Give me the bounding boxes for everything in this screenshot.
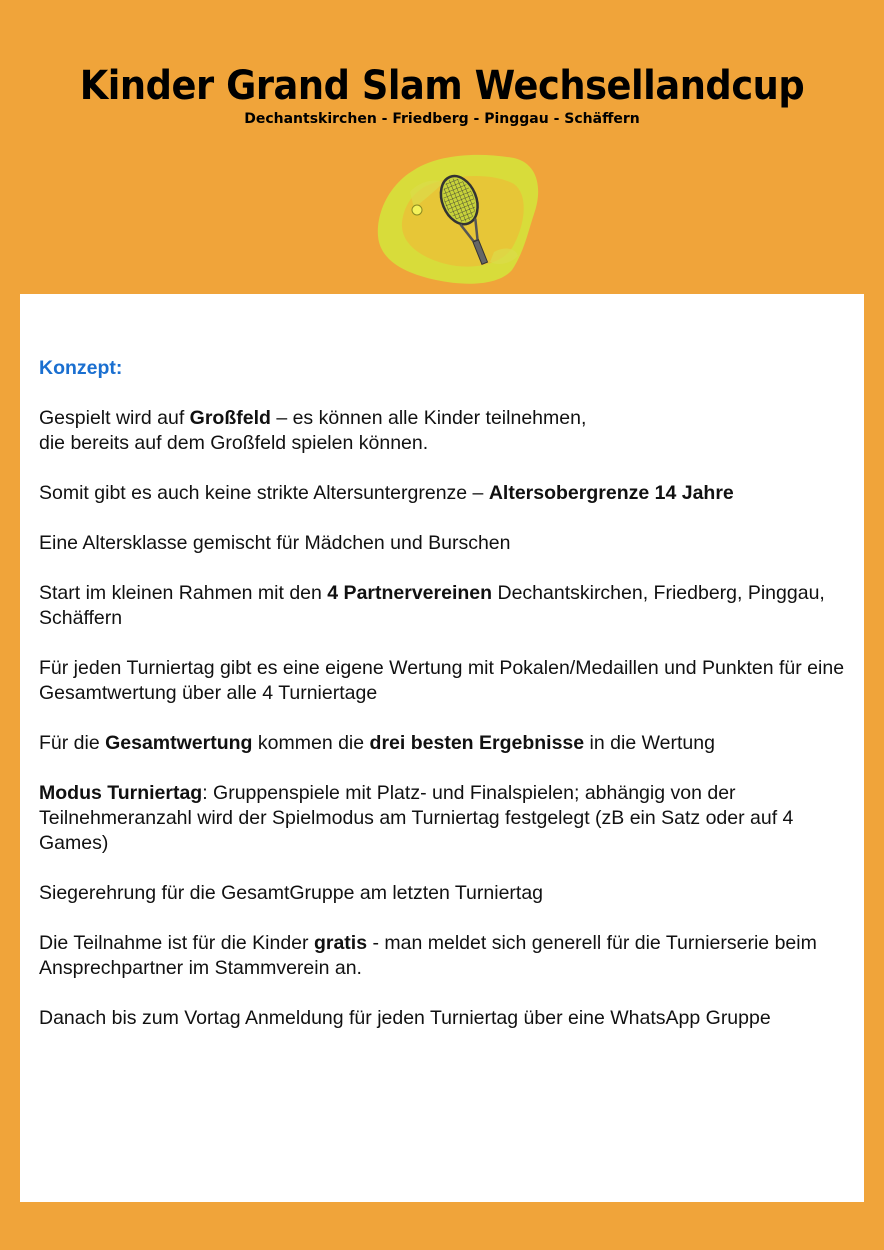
bold-span: 4 Partnervereinen	[327, 582, 493, 604]
text-span: kommen die	[252, 732, 370, 754]
concept-section	[39, 356, 859, 1056]
text-span: Somit gibt es auch keine strikte Altersuntergrenze –	[39, 482, 489, 504]
text-span: – es können alle Kinder teilnehmen,	[270, 407, 587, 429]
paragraph-participation	[39, 931, 859, 981]
page-subtitle: Dechantskirchen - Friedberg - Pinggau - Schäffern	[244, 111, 640, 127]
text-span: Gespielt wird auf	[39, 407, 190, 429]
bold-span: Altersobergrenze 14 Jahre	[488, 482, 734, 504]
bold-span: drei besten Ergebnisse	[369, 732, 585, 754]
bold-span: Modus Turniertag	[39, 782, 203, 804]
paragraph-partner-clubs	[39, 581, 859, 631]
paragraph-award-ceremony: Siegerehrung für die GesamtGruppe am letzten Turniertag	[39, 882, 544, 904]
page-title: Kinder Grand Slam Wechsellandcup	[79, 63, 805, 109]
text-span: Start im kleinen Rahmen mit den	[39, 582, 328, 604]
section-heading: Konzept:	[39, 357, 123, 379]
bold-span: gratis	[313, 932, 368, 954]
paragraph-age-class: Eine Altersklasse gemischt für Mädchen und Burschen	[39, 532, 511, 554]
text-span: in die Wertung	[584, 732, 715, 754]
text-span: Für die	[39, 732, 106, 754]
bold-span: Großfeld	[189, 407, 271, 429]
text-span: Dechantskirchen, Friedberg, Pinggau, Schäffern	[39, 582, 825, 629]
paragraph-age-limit	[39, 481, 859, 506]
paragraph-registration: Danach bis zum Vortag Anmeldung für jeden Turniertag über eine WhatsApp Gruppe	[39, 1007, 771, 1029]
text-span: - man meldet sich generell für die Turnierserie beim Ansprechpartner im Stammverein an.	[39, 932, 817, 979]
paragraph-tournament-mode	[39, 781, 859, 856]
paragraph-scoring: Für jeden Turniertag gibt es eine eigene Wertung mit Pokalen/Medaillen und Punkten für eine Gesamtwertung über alle 4 Turniertage	[39, 657, 845, 704]
paragraph-overall-ranking	[39, 731, 859, 756]
text-span: : Gruppenspiele mit Platz- und Finalspielen; abhängig von der Teilnehmeranzahl wird der Spielmodus am Turniertag festgelegt (zB ein Satz oder auf 4 Games)	[39, 782, 794, 854]
text-span: Die Teilnahme ist für die Kinder	[39, 932, 314, 954]
content-card	[20, 294, 864, 1202]
tennis-racket-ball-icon	[374, 152, 544, 288]
bold-span: Gesamtwertung	[105, 732, 253, 754]
paragraph-grossfeld	[39, 406, 859, 456]
text-span: die bereits auf dem Großfeld spielen können.	[39, 432, 429, 454]
